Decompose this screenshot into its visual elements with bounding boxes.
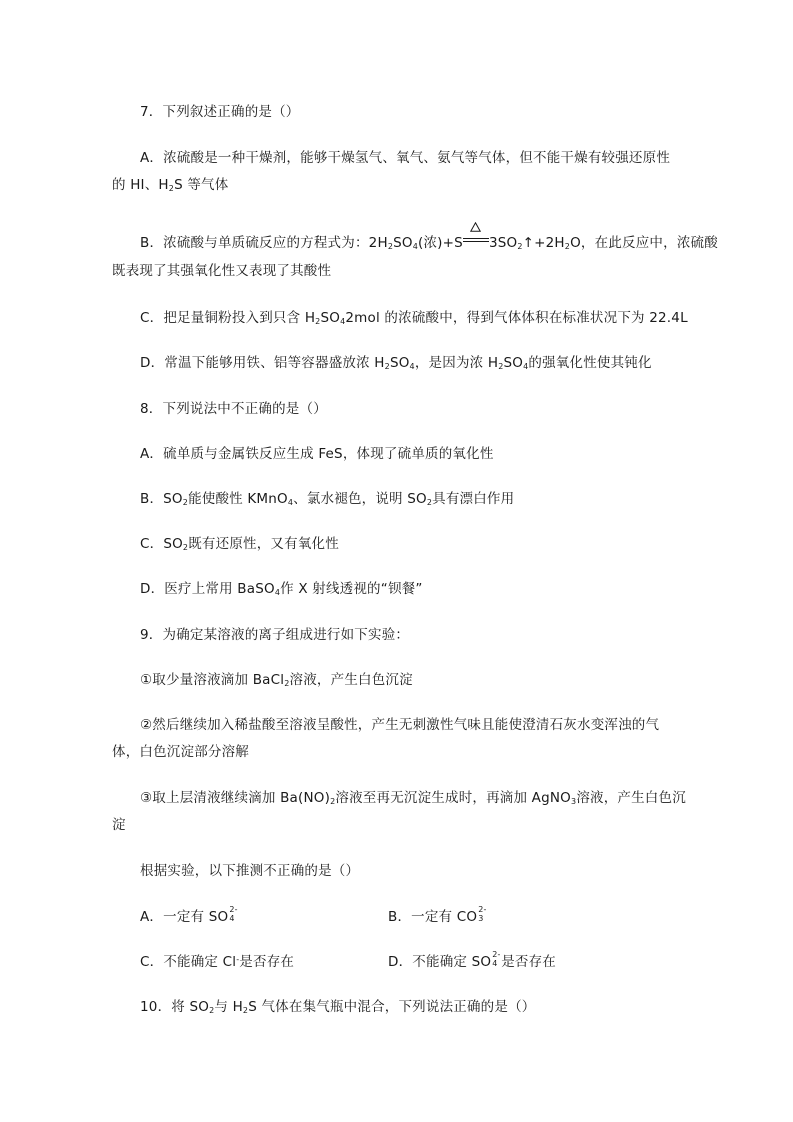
q7-option-a-continued: 的 HI、$H_2S$ 等气体 (112, 177, 229, 193)
q9-step-2: ②然后继续加入稀盐酸至溶液呈酸性，产生无刺激性气味且能使澄清石灰水变浑浊的气 (140, 717, 660, 733)
q8-option-d: D．医疗上常用 BaSO$_4$作 X 射线透视的“钡餐” (140, 581, 423, 597)
q8-option-a: A．硫单质与金属铁反应生成 FeS，体现了硫单质的氧化性 (140, 446, 494, 462)
q10-stem: 10．将 $SO_2$与 $H_2S$ 气体在集气瓶中混合，下列说法正确的是（） (140, 999, 536, 1015)
q9-step-2-continued: 体，白色沉淀部分溶解 (112, 744, 249, 760)
q9-option-c: C．不能确定 Cl-是否存在 (140, 954, 295, 970)
q9-option-a: A．一定有 SO 2- 4 (140, 905, 238, 925)
q7-option-b-continued: 既表现了其强氧化性又表现了其酸性 (112, 263, 332, 279)
triangle-heat-icon (470, 222, 481, 232)
q9-step-3-continued: 淀 (112, 817, 126, 833)
q9-step-1: ①取少量溶液滴加 BaCl$_2$溶液，产生白色沉淀 (140, 672, 413, 688)
heating-condition-sign (463, 234, 489, 248)
q9-stem: 9．为确定某溶液的离子组成进行如下实验： (140, 627, 410, 643)
q9-step-3: ③取上层清液继续滴加 $Ba(NO)_2$溶液至再无沉淀生成时，再滴加 AgNO$_3$溶液，产生白色沉 (140, 790, 686, 806)
q9-question: 根据实验，以下推测不正确的是（） (140, 863, 360, 879)
q7-option-a: A．浓硫酸是一种干燥剂，能够干燥氢气、氧气、氨气等气体，但不能干燥有较强还原性 (140, 150, 671, 166)
q8-option-c: C．$SO_2$既有还原性，又有氧化性 (140, 536, 339, 552)
q8-stem: 8．下列说法中不正确的是（） (140, 401, 327, 417)
q8-option-b: B．$SO_2$能使酸性 KMnO$_4$、氯水褪色，说明 $SO_2$具有漂白作用 (140, 491, 515, 507)
q7-stem: 7．下列叙述正确的是（） (140, 104, 300, 120)
q7-option-d: D．常温下能够用铁、铝等容器盛放浓 $H_2SO_4$，是因为浓 $H_2SO_4$的强氧化性使其钝化 (140, 355, 652, 371)
q9-option-b: B．一定有 CO 2- 3 (388, 905, 487, 925)
q7-option-c: C．把足量铜粉投入到只含 $H_2SO_42mol$ 的浓硫酸中，得到气体体积在标准状况下为 22.4L (140, 310, 688, 326)
q7-option-b: B．浓硫酸与单质硫反应的方程式为：$2H_2SO_4$(浓)+S $3SO_2↑+2H_2O$，在此反应中，浓硫酸 (140, 232, 700, 254)
q9-option-d: D．不能确定 SO 2- 4 是否存在 (388, 950, 556, 970)
